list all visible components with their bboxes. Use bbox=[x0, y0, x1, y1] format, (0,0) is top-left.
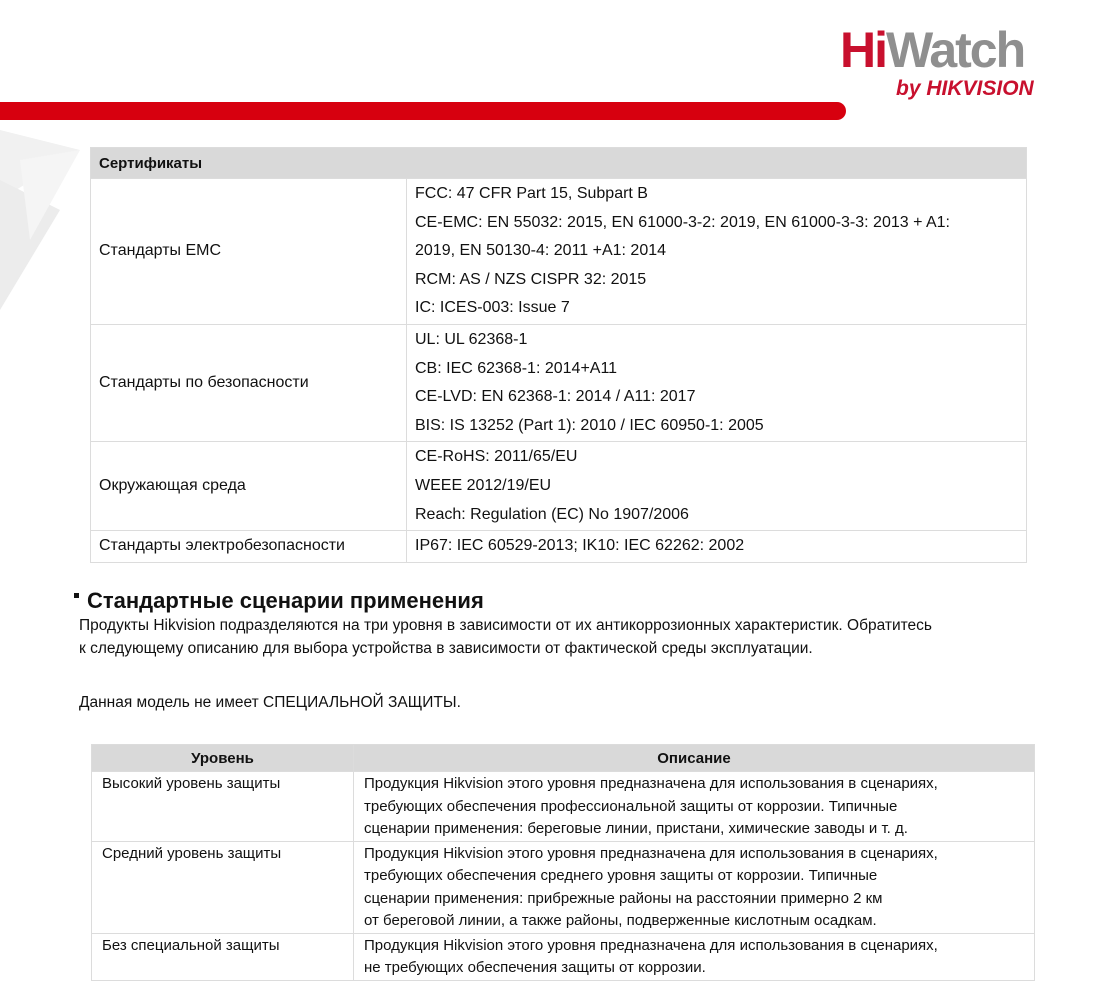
description-line: сценарии применения: прибрежные районы на расстоянии примерно 2 км bbox=[364, 889, 883, 907]
cert-label: Стандарты EMC bbox=[91, 179, 407, 325]
cert-value-line: CB: IEC 62368-1: 2014+A11 bbox=[415, 359, 618, 377]
paragraph-line: Продукты Hikvision подразделяются на три уровня в зависимости от их антикоррозионных характеристик. Обратитесь bbox=[79, 617, 932, 634]
cert-value-line: IP67: IEC 60529-2013; IK10: IEC 62262: 2002 bbox=[415, 537, 745, 555]
description-line: Продукция Hikvision этого уровня предназначена для использования в сценариях, bbox=[364, 844, 938, 862]
table-row bbox=[92, 772, 1035, 842]
description-line: от береговой линии, а также районы, подверженные кислотным осадкам. bbox=[364, 912, 877, 929]
table-row bbox=[91, 442, 1027, 531]
table-row bbox=[92, 933, 1035, 980]
column-header-level: Уровень bbox=[92, 745, 354, 772]
header-red-bar bbox=[0, 102, 846, 120]
table-row bbox=[92, 841, 1035, 933]
table-row bbox=[91, 324, 1027, 441]
cert-value-line: 2019, EN 50130-4: 2011 +A1: 2014 bbox=[415, 242, 667, 260]
description-line: Продукция Hikvision этого уровня предназначена для использования в сценариях, bbox=[364, 936, 938, 954]
description-line: не требующих обеспечения защиты от коррозии. bbox=[364, 959, 706, 976]
cert-value-line: CE-EMC: EN 55032: 2015, EN 61000-3-2: 2019, EN 61000-3-3: 2013 + A1: bbox=[415, 213, 950, 231]
certificates-table bbox=[90, 147, 1027, 563]
decorative-triangles bbox=[0, 120, 90, 320]
description-line: сценарии применения: береговые линии, пристани, химические заводы и т. д. bbox=[364, 820, 908, 837]
cert-value-line: RCM: AS / NZS CISPR 32: 2015 bbox=[415, 270, 647, 288]
cert-values bbox=[407, 442, 1027, 531]
table-row bbox=[91, 179, 1027, 325]
level-description bbox=[354, 933, 1035, 980]
cert-label: Окружающая среда bbox=[91, 442, 407, 531]
certificates-header: Сертификаты bbox=[91, 148, 1027, 179]
cert-label: Стандарты по безопасности bbox=[91, 324, 407, 441]
description-line: Продукция Hikvision этого уровня предназначена для использования в сценариях, bbox=[364, 775, 938, 792]
cert-value-line: UL: UL 62368-1 bbox=[415, 330, 528, 348]
cert-value-line: CE-RoHS: 2011/65/EU bbox=[415, 448, 578, 466]
level-name: Средний уровень защиты bbox=[92, 841, 354, 933]
section-paragraph bbox=[79, 614, 1029, 660]
cert-value-line: WEEE 2012/19/EU bbox=[415, 476, 552, 494]
cert-values bbox=[407, 531, 1027, 563]
cert-value-line: FCC: 47 CFR Part 15, Subpart B bbox=[415, 185, 648, 202]
cert-value-line: BIS: IS 13252 (Part 1): 2010 / IEC 60950-1: 2005 bbox=[415, 416, 764, 434]
description-line: требующих обеспечения среднего уровня защиты от коррозии. Типичные bbox=[364, 867, 878, 884]
protection-levels-table bbox=[91, 744, 1035, 981]
bullet-icon bbox=[74, 593, 79, 598]
cert-value-line: Reach: Regulation (EC) No 1907/2006 bbox=[415, 505, 689, 523]
level-name: Высокий уровень защиты bbox=[92, 772, 354, 842]
cert-values bbox=[407, 324, 1027, 441]
section-title: Стандартные сценарии применения bbox=[74, 587, 484, 615]
table-row bbox=[91, 531, 1027, 563]
hiwatch-logo: HiWatch by HIKVISION bbox=[840, 22, 1034, 100]
paragraph-line: к следующему описанию для выбора устройства в зависимости от фактической среды эксплуатации. bbox=[79, 640, 813, 657]
certificates-header-row bbox=[91, 148, 1027, 179]
protection-note: Данная модель не имеет СПЕЦИАЛЬНОЙ ЗАЩИТЫ. bbox=[79, 694, 461, 711]
level-description bbox=[354, 841, 1035, 933]
levels-header-row bbox=[92, 745, 1035, 772]
column-header-description: Описание bbox=[354, 745, 1035, 772]
cert-values bbox=[407, 179, 1027, 325]
level-name: Без специальной защиты bbox=[92, 933, 354, 980]
cert-value-line: IC: ICES-003: Issue 7 bbox=[415, 299, 570, 317]
level-description bbox=[354, 772, 1035, 842]
description-line: требующих обеспечения профессиональной защиты от коррозии. Типичные bbox=[364, 797, 898, 815]
cert-label: Стандарты электробезопасности bbox=[91, 531, 407, 563]
cert-value-line: CE-LVD: EN 62368-1: 2014 / A11: 2017 bbox=[415, 388, 696, 406]
